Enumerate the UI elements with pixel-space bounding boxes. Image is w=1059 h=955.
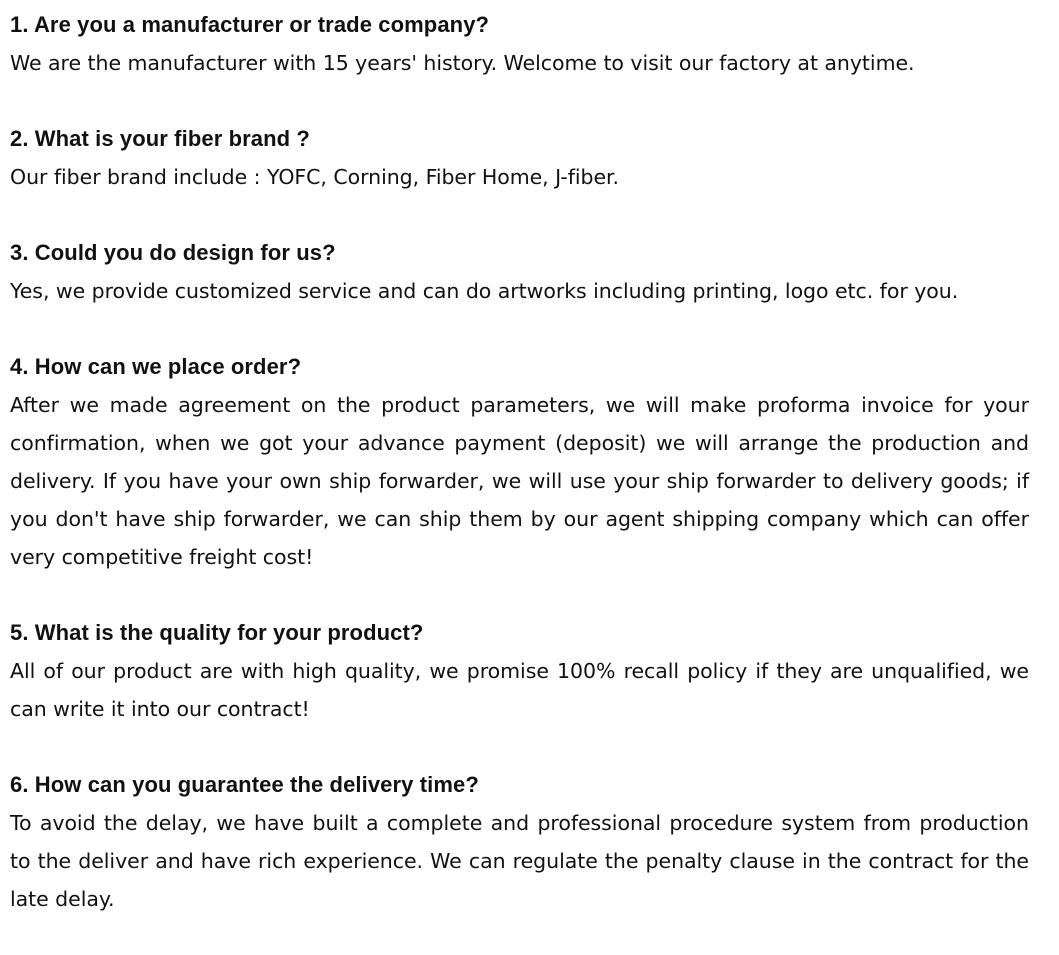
faq-answer: Yes, we provide customized service and can do artworks including printing, logo etc. for you.	[10, 279, 959, 303]
faq-answer: We are the manufacturer with 15 years' history. Welcome to visit our factory at anytime.	[10, 51, 915, 75]
faq-item-place-order	[10, 348, 1029, 576]
faq-answer: After we made agreement on the product parameters, we will make proforma invoice for your confirmation, when we got your advance payment (deposit) we will arrange the production and delivery. If you have your own ship forwarder, we will use your ship forwarder to delivery goods; if you don't have ship forwarder, we can ship them by our agent shipping company which can offer very competitive freight cost!	[10, 393, 1029, 569]
faq-question: 6. How can you guarantee the delivery time?	[10, 772, 479, 797]
faq-item-delivery-time	[10, 766, 1029, 918]
faq-question: 1. Are you a manufacturer or trade company?	[10, 12, 490, 37]
faq-question: 3. Could you do design for us?	[10, 240, 336, 265]
faq-question: 4. How can we place order?	[10, 354, 302, 379]
faq-answer: Our fiber brand include : YOFC, Corning, Fiber Home, J-fiber.	[10, 165, 620, 189]
faq-answer: All of our product are with high quality, we promise 100% recall policy if they are unqualified, we can write it into our contract!	[10, 659, 1029, 721]
faq-question: 5. What is the quality for your product?	[10, 620, 424, 645]
faq-item-manufacturer	[10, 6, 1029, 82]
faq-question: 2. What is your fiber brand ?	[10, 126, 310, 151]
faq-item-quality	[10, 614, 1029, 728]
faq-answer: To avoid the delay, we have built a complete and professional procedure system from production to the deliver and have rich experience. We can regulate the penalty clause in the contract for the late delay.	[10, 811, 1029, 911]
faq-item-fiber-brand	[10, 120, 1029, 196]
faq-item-design	[10, 234, 1029, 310]
